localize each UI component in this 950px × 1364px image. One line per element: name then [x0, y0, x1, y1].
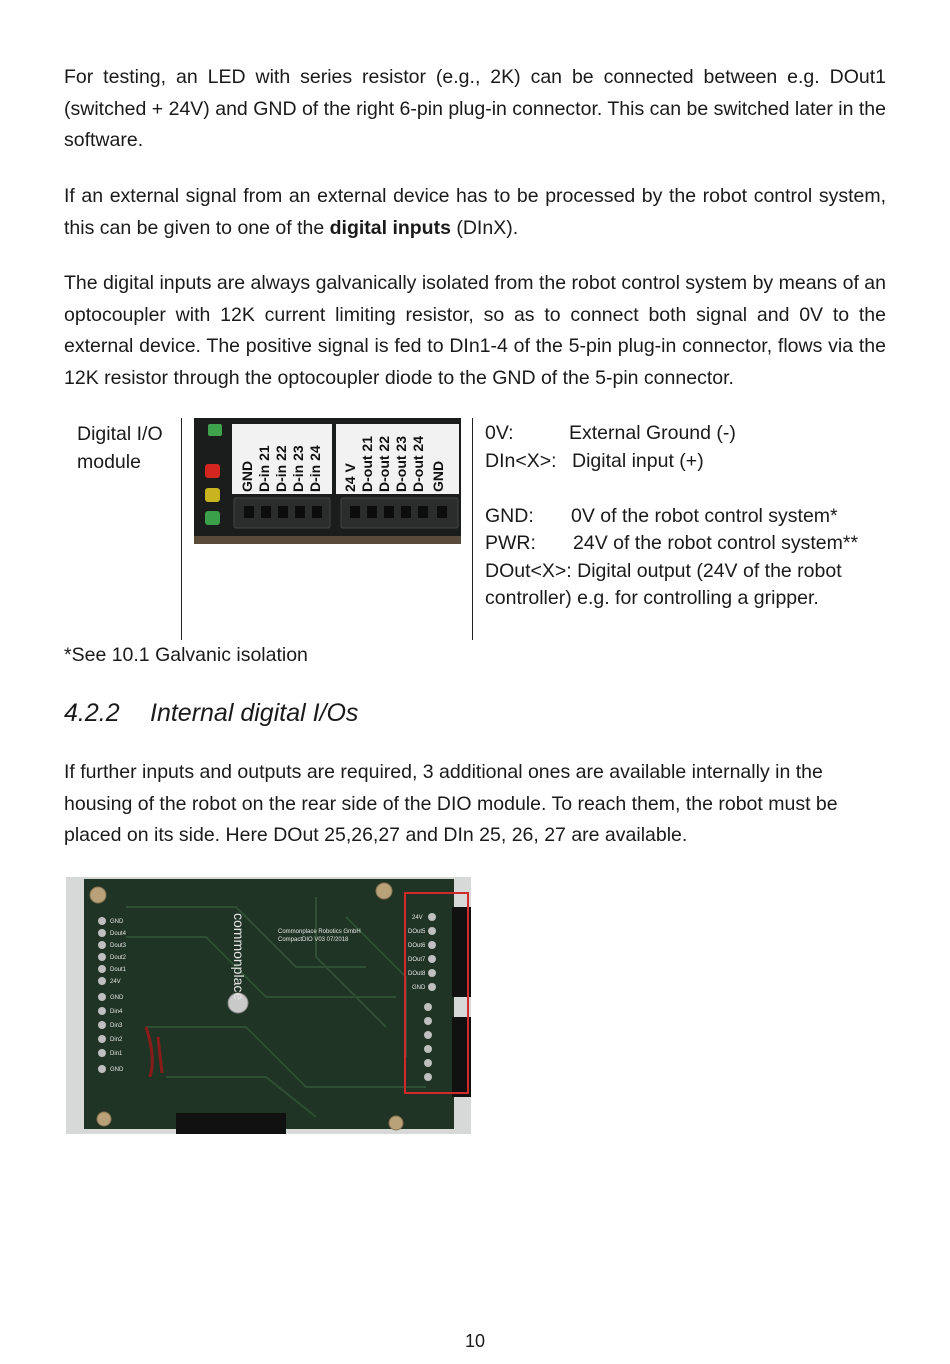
connector-label-dout22: D-out 22: [376, 436, 392, 492]
connector-label-dout24: D-out 24: [410, 436, 426, 492]
paragraph-galvanic-isolation: The digital inputs are always galvanically isolated from the robot control system by means of an optocoupler with 12K current limiting resistor, so as to connect both signal and 0V to the external device. The positive signal is fed to DIn1-4 of the 5-pin plug-in connector, flows via the 12K resistor through the optocoupler diode to the GND of the 5-pin connector.: [64, 272, 886, 389]
pcb-rear-photo: [66, 877, 471, 1134]
svg-text:Dout3: Dout3: [110, 943, 127, 949]
svg-text:Din3: Din3: [110, 1023, 123, 1029]
legend-dout-line2: controller) e.g. for controlling a gripper.: [485, 587, 819, 609]
pcb-title-1: Commonplace Robotics GmbH: [278, 929, 361, 935]
legend-din-key: DIn<X>:: [485, 449, 557, 472]
svg-text:Din2: Din2: [110, 1037, 123, 1043]
led-green: [205, 511, 220, 525]
svg-text:GND: GND: [110, 995, 124, 1001]
svg-text:DOut7: DOut7: [408, 957, 426, 963]
legend-din-value: Digital input (+): [572, 449, 704, 472]
connector-label-din22: D-in 22: [273, 445, 289, 492]
connector-label-din21: D-in 21: [256, 445, 272, 492]
paragraph-internal-ios: If further inputs and outputs are required, 3 additional ones are available internally in the housing of the robot on the rear side of the DIO module. To reach them, the robot must be placed on its side. Here DOut 25,26,27 and DIn 25, 26, 27 are available.: [64, 761, 838, 846]
legend-gnd-value: 0V of the robot control system*: [571, 504, 838, 527]
svg-text:Din1: Din1: [110, 1051, 123, 1057]
pcb-brand: commonplace: [231, 913, 247, 1001]
figure-caption: [77, 420, 187, 476]
bottom-connector: [176, 1113, 286, 1134]
section-title: Internal digital I/Os: [150, 699, 359, 727]
table-divider-right: [472, 418, 473, 640]
connector-label-din23: D-in 23: [290, 445, 306, 492]
legend-0v-value: External Ground (-): [569, 422, 736, 444]
svg-text:GND: GND: [412, 985, 426, 991]
legend-pwr-key: PWR:: [485, 532, 536, 554]
figure-caption-line2: module: [77, 451, 141, 473]
connector-label-dout21: D-out 21: [359, 436, 375, 492]
led-yellow: [205, 488, 220, 502]
connector-label-dout23: D-out 23: [393, 436, 409, 492]
digital-io-figure: [64, 418, 886, 640]
legend-gnd-key: GND:: [485, 504, 534, 527]
legend-dout-line1: DOut<X>: Digital output (24V of the robot: [485, 559, 842, 582]
svg-text:Dout2: Dout2: [110, 955, 127, 961]
led-green-top: [208, 424, 222, 436]
connector-label-gnd-left: GND: [239, 460, 255, 492]
svg-text:GND: GND: [110, 1067, 124, 1073]
connector-label-gnd-right: GND: [430, 460, 446, 492]
pcb-board: [84, 879, 454, 1129]
connector-label-24v: 24 V: [342, 463, 358, 492]
board-edge: [194, 536, 461, 544]
svg-text:DOut5: DOut5: [408, 929, 426, 935]
legend-0v-key: 0V:: [485, 422, 514, 444]
section-heading: [64, 695, 358, 731]
paragraph-led-testing: For testing, an LED with series resistor (e.g., 2K) can be connected between e.g. DOut1 (switched + 24V) and GND of the right 6-pin plug-in connector. This can be switched later in the software.: [64, 66, 886, 151]
svg-text:Dout1: Dout1: [110, 967, 127, 973]
page-number: 10: [464, 1331, 486, 1351]
paragraph-external-signal: [64, 181, 886, 244]
section-number: 4.2.2: [64, 699, 120, 727]
p2-bold-digital-inputs: digital inputs: [329, 216, 451, 239]
svg-text:24V: 24V: [110, 979, 121, 985]
figure-caption-line1: Digital I/O: [77, 423, 163, 445]
svg-text:24V: 24V: [412, 915, 423, 921]
pin-legend: [485, 420, 895, 613]
pcb-title-2: CompactDIO V03 07/2018: [278, 937, 349, 943]
svg-text:DOut8: DOut8: [408, 971, 426, 977]
p2-text-before: If an external signal from an external device has to be processed by the robot control system, this can be given to one of the: [64, 185, 886, 239]
led-red: [205, 464, 220, 478]
svg-text:Din4: Din4: [110, 1009, 123, 1015]
svg-text:GND: GND: [110, 919, 124, 925]
connector-label-din24: D-in 24: [307, 445, 323, 492]
svg-text:Dout4: Dout4: [110, 931, 127, 937]
svg-text:DOut6: DOut6: [408, 943, 426, 949]
p2-text-after: (DInX).: [450, 216, 519, 239]
connector-photo: [194, 418, 461, 544]
footnote: *See 10.1 Galvanic isolation: [64, 644, 308, 666]
table-divider-left: [181, 418, 182, 640]
legend-pwr-value: 24V of the robot control system**: [573, 532, 859, 554]
